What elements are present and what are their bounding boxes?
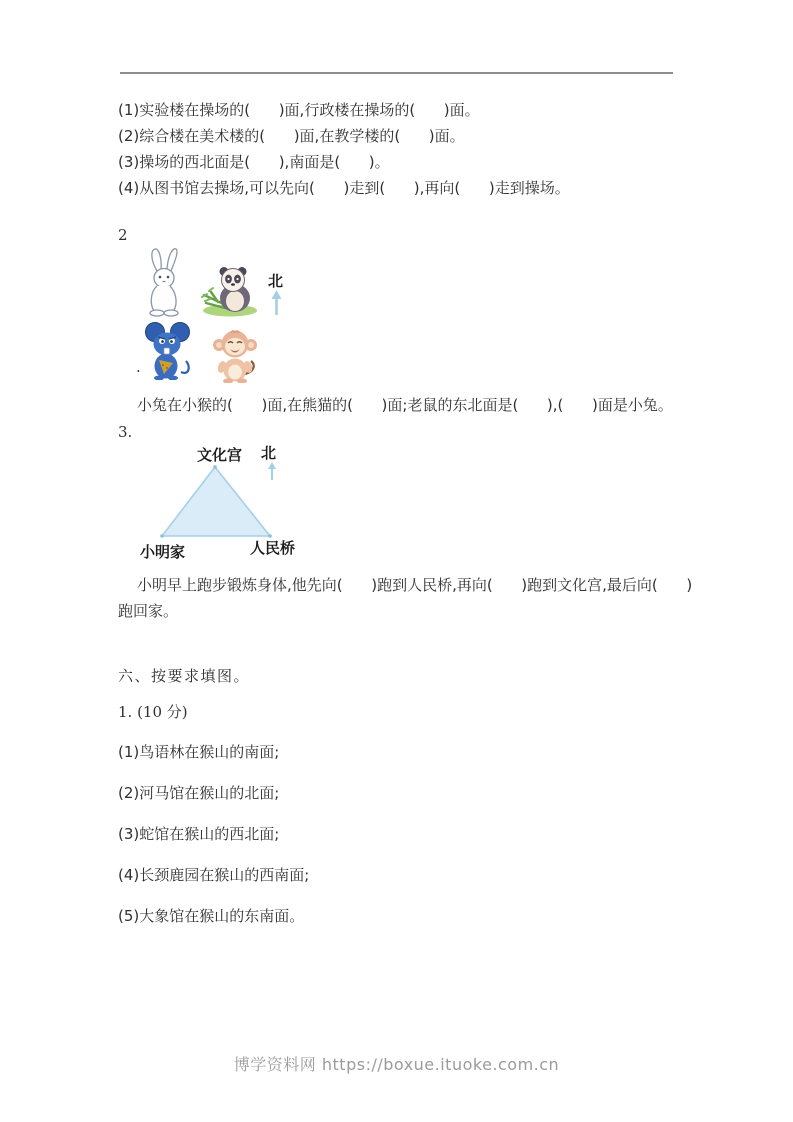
diagram-label-top: 文化宫 — [197, 446, 243, 464]
north-label-q2: 北 — [268, 272, 284, 290]
section6-item-3: (3)蛇馆在猴山的西北面; — [118, 825, 280, 843]
question-block-1 — [118, 97, 570, 201]
north-indicator-q2 — [266, 270, 290, 316]
q1-line-1: (1)实验楼在操场的( )面,行政楼在操场的( )面。 — [118, 101, 480, 119]
question-2-text: 小兔在小猴的( )面,在熊猫的( )面;老鼠的东北面是( ),( )面是小兔。 — [137, 396, 673, 414]
question-2-number: 2 — [118, 226, 128, 244]
mouse-icon — [143, 320, 191, 380]
q1-line-4: (4)从图书馆去操场,可以先向( )走到( ),再向( )走到操场。 — [118, 179, 570, 197]
section6-item-2: (2)河马馆在猴山的北面; — [118, 784, 280, 802]
footer-watermark: 博学资料网 https://boxue.ituoke.com.cn — [233, 1055, 560, 1074]
stray-dot: . — [136, 358, 141, 376]
rabbit-icon — [142, 247, 188, 317]
q1-line-3: (3)操场的西北面是( ),南面是( )。 — [118, 153, 390, 171]
diagram-label-bottom-left: 小明家 — [140, 543, 186, 561]
monkey-icon — [209, 327, 259, 383]
section6-item-4: (4)长颈鹿园在猴山的西南面; — [118, 866, 310, 884]
north-label-q3: 北 — [261, 444, 277, 462]
section-6-title: 六、按要求填图。 — [118, 667, 251, 685]
section-divider-line — [120, 72, 673, 74]
q1-line-2: (2)综合楼在美术楼的( )面,在教学楼的( )面。 — [118, 127, 465, 145]
section6-item-5: (5)大象馆在猴山的东南面。 — [118, 907, 305, 925]
panda-icon — [197, 265, 261, 317]
north-arrow-icon — [270, 290, 283, 316]
section6-item-1: (1)鸟语林在猴山的南面; — [118, 743, 280, 761]
section-6-subtitle: 1. (10 分) — [118, 703, 188, 721]
question-3-text-line2: 跑回家。 — [118, 602, 179, 620]
question-3-text-line1: 小明早上跑步锻炼身体,他先向( )跑到人民桥,再向( )跑到文化宫,最后向( ) — [137, 576, 693, 594]
question-3-number: 3. — [118, 423, 133, 441]
triangle-shape — [140, 443, 290, 543]
diagram-label-bottom-right: 人民桥 — [250, 539, 296, 557]
triangle-diagram — [140, 443, 370, 563]
